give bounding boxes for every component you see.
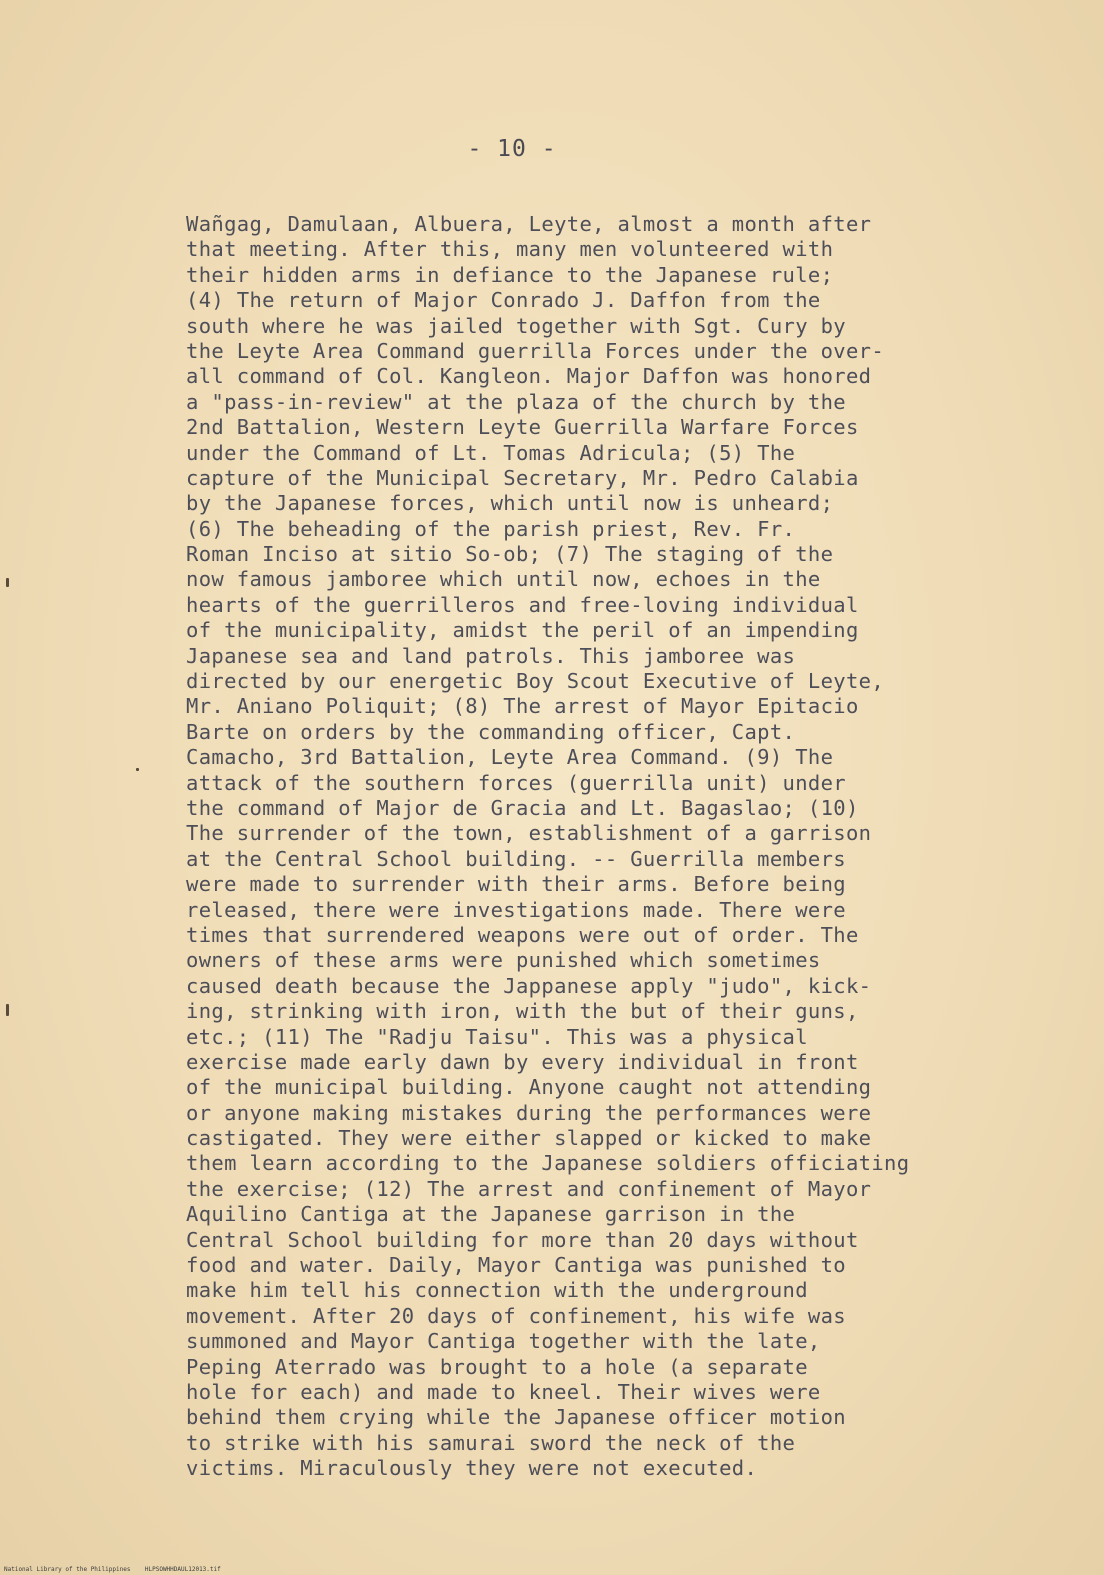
text-line: that meeting. After this, many men volunteered with (186, 237, 834, 262)
text-line: ing, strinking with iron, with the but of their guns, (186, 999, 859, 1024)
text-line: caused death because the Jappanese apply "judo", kick- (186, 973, 872, 998)
text-line: or anyone making mistakes during the performances were (186, 1100, 872, 1125)
archive-footer: National Library of the Philippines HLPSOWHHDAUL12013.tif (4, 1566, 221, 1573)
margin-mark (136, 768, 139, 771)
text-line: make him tell his connection with the underground (186, 1278, 808, 1303)
text-line: etc.; (11) The "Radju Taisu". This was a physical (186, 1024, 808, 1049)
text-line: south where he was jailed together with Sgt. Cury by (186, 313, 846, 338)
text-line: Peping Aterrado was brought to a hole (a separate (186, 1354, 808, 1379)
text-line: owners of these arms were punished which sometimes (186, 948, 821, 973)
text-line: food and water. Daily, Mayor Cantiga was punished to (186, 1253, 846, 1278)
text-line: all command of Col. Kangleon. Major Daffon was honored (186, 364, 872, 389)
text-line: Central School building for more than 20 days without (186, 1227, 859, 1252)
text-line: were made to surrender with their arms. Before being (186, 872, 846, 897)
text-line: Japanese sea and land patrols. This jamboree was (186, 643, 796, 668)
text-line: of the municipality, amidst the peril of an impending (186, 618, 859, 643)
text-line: under the Command of Lt. Tomas Adricula; (5) The (186, 440, 796, 465)
text-line: castigated. They were either slapped or kicked to make (186, 1126, 872, 1151)
text-line: times that surrendered weapons were out of order. The (186, 922, 859, 947)
text-line: hearts of the guerrilleros and free-loving individual (186, 592, 859, 617)
text-line: to strike with his samurai sword the neck of the (186, 1430, 796, 1455)
text-line: hole for each) and made to kneel. Their wives were (186, 1379, 821, 1404)
text-line: now famous jamboree which until now, echoes in the (186, 567, 821, 592)
text-line: Aquilino Cantiga at the Japanese garrison in the (186, 1202, 796, 1227)
text-line: The surrender of the town, establishment of a garrison (186, 821, 872, 846)
text-line: directed by our energetic Boy Scout Executive of Leyte, (186, 669, 885, 694)
text-line: the command of Major de Gracia and Lt. Bagaslao; (10) (186, 795, 859, 820)
text-line: by the Japanese forces, which until now is unheard; (186, 491, 834, 516)
text-line: exercise made early dawn by every individual in front (186, 1049, 859, 1074)
text-line: Wañgag, Damulaan, Albuera, Leyte, almost a month after (186, 212, 872, 236)
text-line: Camacho, 3rd Battalion, Leyte Area Command. (9) The (186, 745, 834, 770)
text-line: of the municipal building. Anyone caught not attending (186, 1075, 872, 1100)
text-line: Mr. Aniano Poliquit; (8) The arrest of Mayor Epitacio (186, 694, 859, 719)
text-line: summoned and Mayor Cantiga together with the late, (186, 1329, 821, 1354)
text-line: behind them crying while the Japanese officer motion (186, 1405, 846, 1430)
text-line: Roman Inciso at sitio So-ob; (7) The staging of the (186, 542, 834, 567)
page-number: - 10 - (467, 136, 557, 162)
text-line: a "pass-in-review" at the plaza of the church by the (186, 389, 846, 414)
text-line: (6) The beheading of the parish priest, Rev. Fr. (186, 516, 796, 541)
text-line: (4) The return of Major Conrado J. Daffon from the (186, 288, 821, 313)
text-line: released, there were investigations made. There were (186, 897, 846, 922)
text-line: their hidden arms in defiance to the Japanese rule; (186, 262, 834, 287)
margin-mark (6, 1004, 9, 1016)
text-line: victims. Miraculously they were not executed. (186, 1456, 758, 1481)
text-line: attack of the southern forces (guerrilla unit) under (186, 770, 846, 795)
margin-mark (6, 578, 9, 587)
body-text (186, 212, 1066, 1482)
text-line: at the Central School building. -- Guerrilla members (186, 846, 846, 871)
text-line: the Leyte Area Command guerrilla Forces under the over- (186, 338, 885, 363)
text-line: them learn according to the Japanese soldiers officiating (186, 1151, 910, 1176)
text-line: 2nd Battalion, Western Leyte Guerrilla Warfare Forces (186, 415, 859, 440)
text-line: capture of the Municipal Secretary, Mr. Pedro Calabia (186, 465, 859, 490)
text-line: Barte on orders by the commanding officer, Capt. (186, 719, 796, 744)
text-line: the exercise; (12) The arrest and confinement of Mayor (186, 1176, 872, 1201)
text-line: movement. After 20 days of confinement, his wife was (186, 1303, 846, 1328)
